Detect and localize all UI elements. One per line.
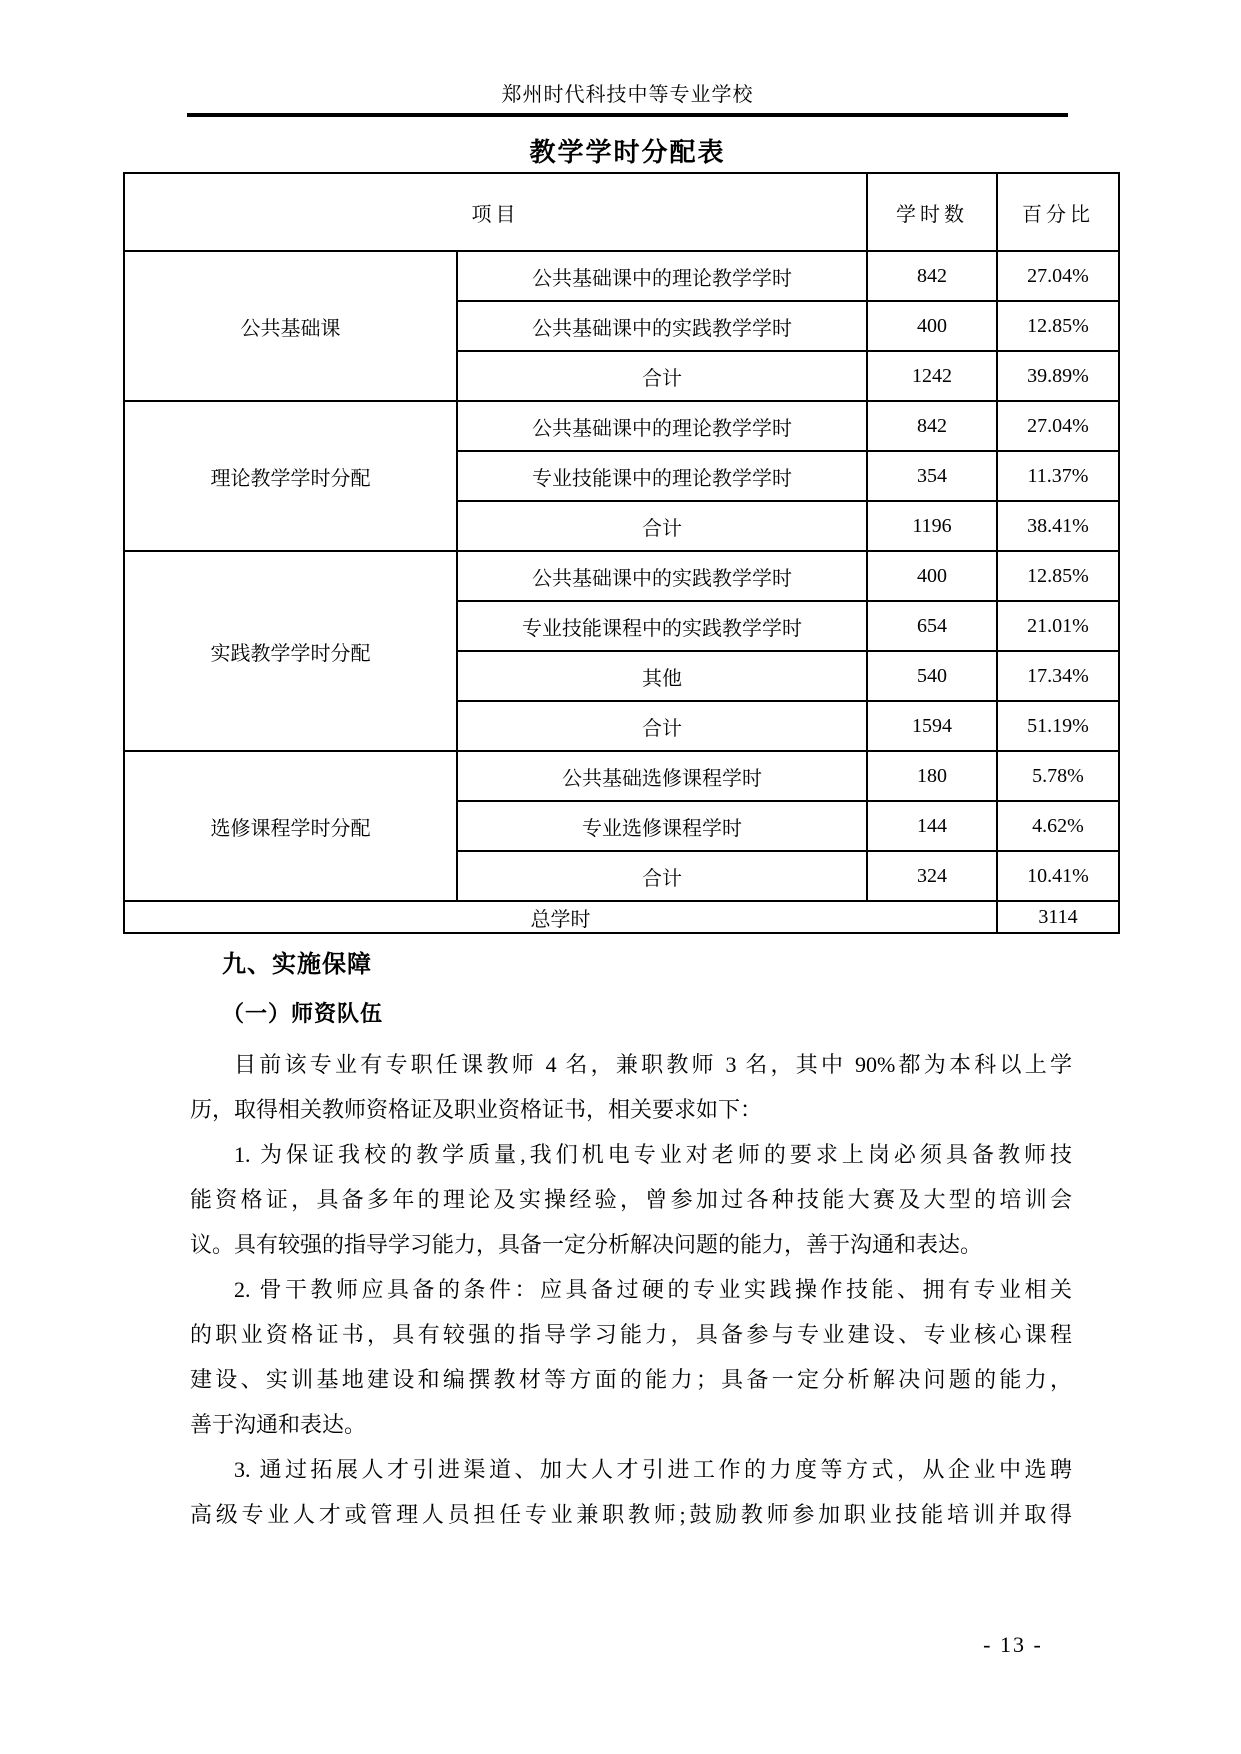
table-percent-cell: 21.01% [997,601,1119,651]
body-text [190,948,1072,1537]
table-item-cell: 合计 [457,701,867,751]
table-item-cell: 公共基础课中的实践教学学时 [457,301,867,351]
paragraph [190,1132,1072,1267]
table-hours-cell: 400 [867,301,997,351]
table-item-cell: 公共基础选修课程学时 [457,751,867,801]
table-row [124,551,1119,601]
paragraph [190,1267,1072,1447]
table-percent-cell: 38.41% [997,501,1119,551]
table-percent-cell: 5.78% [997,751,1119,801]
table-item-cell: 专业技能课中的理论教学学时 [457,451,867,501]
table-percent-cell: 11.37% [997,451,1119,501]
table-percent-cell: 17.34% [997,651,1119,701]
table-header-hours: 学时数 [867,173,997,251]
table-group-cell: 公共基础课 [124,251,457,401]
table-percent-cell: 12.85% [997,301,1119,351]
paragraph-line: 能资格证，具备多年的理论及实操经验，曾参加过各种技能大赛及大型的培训会 [190,1187,1072,1212]
table-percent-cell: 51.19% [997,701,1119,751]
table-percent-cell: 27.04% [997,401,1119,451]
teaching-hours-table [123,172,1120,934]
table-row [124,751,1119,801]
table-header-percent: 百分比 [997,173,1119,251]
table-group-cell: 实践教学学时分配 [124,551,457,751]
table-hours-cell: 144 [867,801,997,851]
section-subheading: （一）师资队伍 [222,1001,384,1026]
paragraph [190,1447,1072,1537]
table-header-row [124,173,1119,251]
table-hours-cell: 654 [867,601,997,651]
table-hours-cell: 1196 [867,501,997,551]
paragraph-line: 议。具有较强的指导学习能力，具备一定分析解决问题的能力，善于沟通和表达。 [190,1232,983,1257]
table-hours-cell: 400 [867,551,997,601]
table-hours-cell: 180 [867,751,997,801]
table-total-row [124,901,1119,933]
table-row [124,251,1119,301]
paragraph-line: 目前该专业有专职任课教师 4 名，兼职教师 3 名，其中 90%都为本科以上学 [234,1052,1072,1077]
table-percent-cell: 12.85% [997,551,1119,601]
table-hours-cell: 1242 [867,351,997,401]
table-item-cell: 合计 [457,501,867,551]
table-item-cell: 专业技能课程中的实践教学学时 [457,601,867,651]
table-row [124,401,1119,451]
table-item-cell: 公共基础课中的实践教学学时 [457,551,867,601]
table-percent-cell: 10.41% [997,851,1119,901]
table-hours-cell: 1594 [867,701,997,751]
table-item-cell: 公共基础课中的理论教学学时 [457,251,867,301]
table-hours-cell: 842 [867,401,997,451]
school-name: 郑州时代科技中等专业学校 [501,84,754,106]
table-item-cell: 合计 [457,351,867,401]
paragraphs [190,1042,1072,1537]
table-body [124,251,1119,901]
table-item-cell: 公共基础课中的理论教学学时 [457,401,867,451]
table-percent-cell: 27.04% [997,251,1119,301]
page-number: - 13 - [983,1632,1043,1657]
paragraph-line: 2. 骨干教师应具备的条件：应具备过硬的专业实践操作技能、拥有专业相关 [234,1277,1072,1302]
table-header-item: 项目 [124,173,867,251]
table-hours-cell: 540 [867,651,997,701]
table-group-cell: 选修课程学时分配 [124,751,457,901]
paragraph-line: 历，取得相关教师资格证及职业资格证书，相关要求如下： [190,1097,763,1122]
paragraph-line: 3. 通过拓展人才引进渠道、加大人才引进工作的力度等方式，从企业中选聘 [234,1457,1072,1482]
table-hours-cell: 324 [867,851,997,901]
table-item-cell: 专业选修课程学时 [457,801,867,851]
paragraph-line: 高级专业人才或管理人员担任专业兼职教师;鼓励教师参加职业技能培训并取得 [190,1502,1072,1527]
table-item-cell: 其他 [457,651,867,701]
running-head [187,82,1068,117]
table-percent-cell: 4.62% [997,801,1119,851]
paragraph-line: 善于沟通和表达。 [190,1412,367,1437]
table-total-label: 总学时 [124,901,997,933]
section-heading: 九、实施保障 [222,951,372,978]
paragraph [190,1042,1072,1132]
table-total-value: 3114 [997,901,1119,933]
paragraph-line: 的职业资格证书，具有较强的指导学习能力，具备参与专业建设、专业核心课程 [190,1322,1072,1347]
table-hours-cell: 842 [867,251,997,301]
table-percent-cell: 39.89% [997,351,1119,401]
page-title: 教学学时分配表 [529,138,726,167]
paragraph-line: 1. 为保证我校的教学质量,我们机电专业对老师的要求上岗必须具备教师技 [234,1142,1072,1167]
table-item-cell: 合计 [457,851,867,901]
paragraph-line: 建设、实训基地建设和编撰教材等方面的能力；具备一定分析解决问题的能力， [190,1367,1072,1392]
table-hours-cell: 354 [867,451,997,501]
table-group-cell: 理论教学学时分配 [124,401,457,551]
